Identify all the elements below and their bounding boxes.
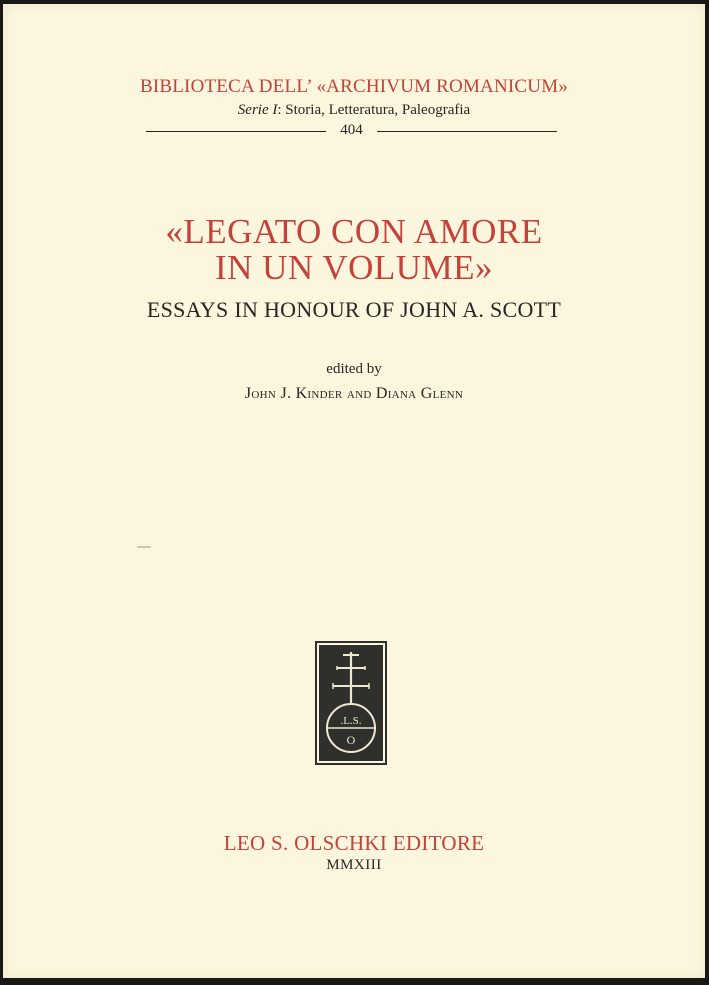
emblem-letters: .L.S.	[340, 715, 362, 727]
publisher-name: LEO S. OLSCHKI EDITORE	[223, 831, 485, 855]
book-title-line-1: «LEGATO CON AMORE	[165, 212, 543, 251]
book-subtitle: ESSAYS IN HONOUR OF JOHN A. SCOTT	[146, 297, 562, 322]
emblem-letter-bottom: O	[346, 733, 356, 747]
series-subtitle-italic: Serie I	[237, 102, 278, 118]
series-subtitle	[3, 102, 705, 119]
series-title: BIBLIOTECA DELL’ «ARCHIVUM ROMANICUM»	[139, 76, 569, 97]
book-title-line-2: IN UN VOLUME»	[214, 248, 494, 287]
olschki-emblem-icon	[314, 640, 388, 766]
paper-speck	[137, 546, 151, 548]
book-cover	[3, 4, 705, 978]
rule-right	[377, 131, 557, 132]
book-title	[3, 214, 705, 286]
edited-by-label: edited by	[326, 361, 382, 377]
series-number-rule	[146, 122, 557, 142]
series-number: 404	[340, 122, 363, 138]
publication-year: MMXIII	[326, 857, 382, 873]
editor-names: John J. Kinder and Diana Glenn	[244, 385, 464, 402]
series-subtitle-rest: : Storia, Letteratura, Paleografia	[277, 102, 471, 118]
